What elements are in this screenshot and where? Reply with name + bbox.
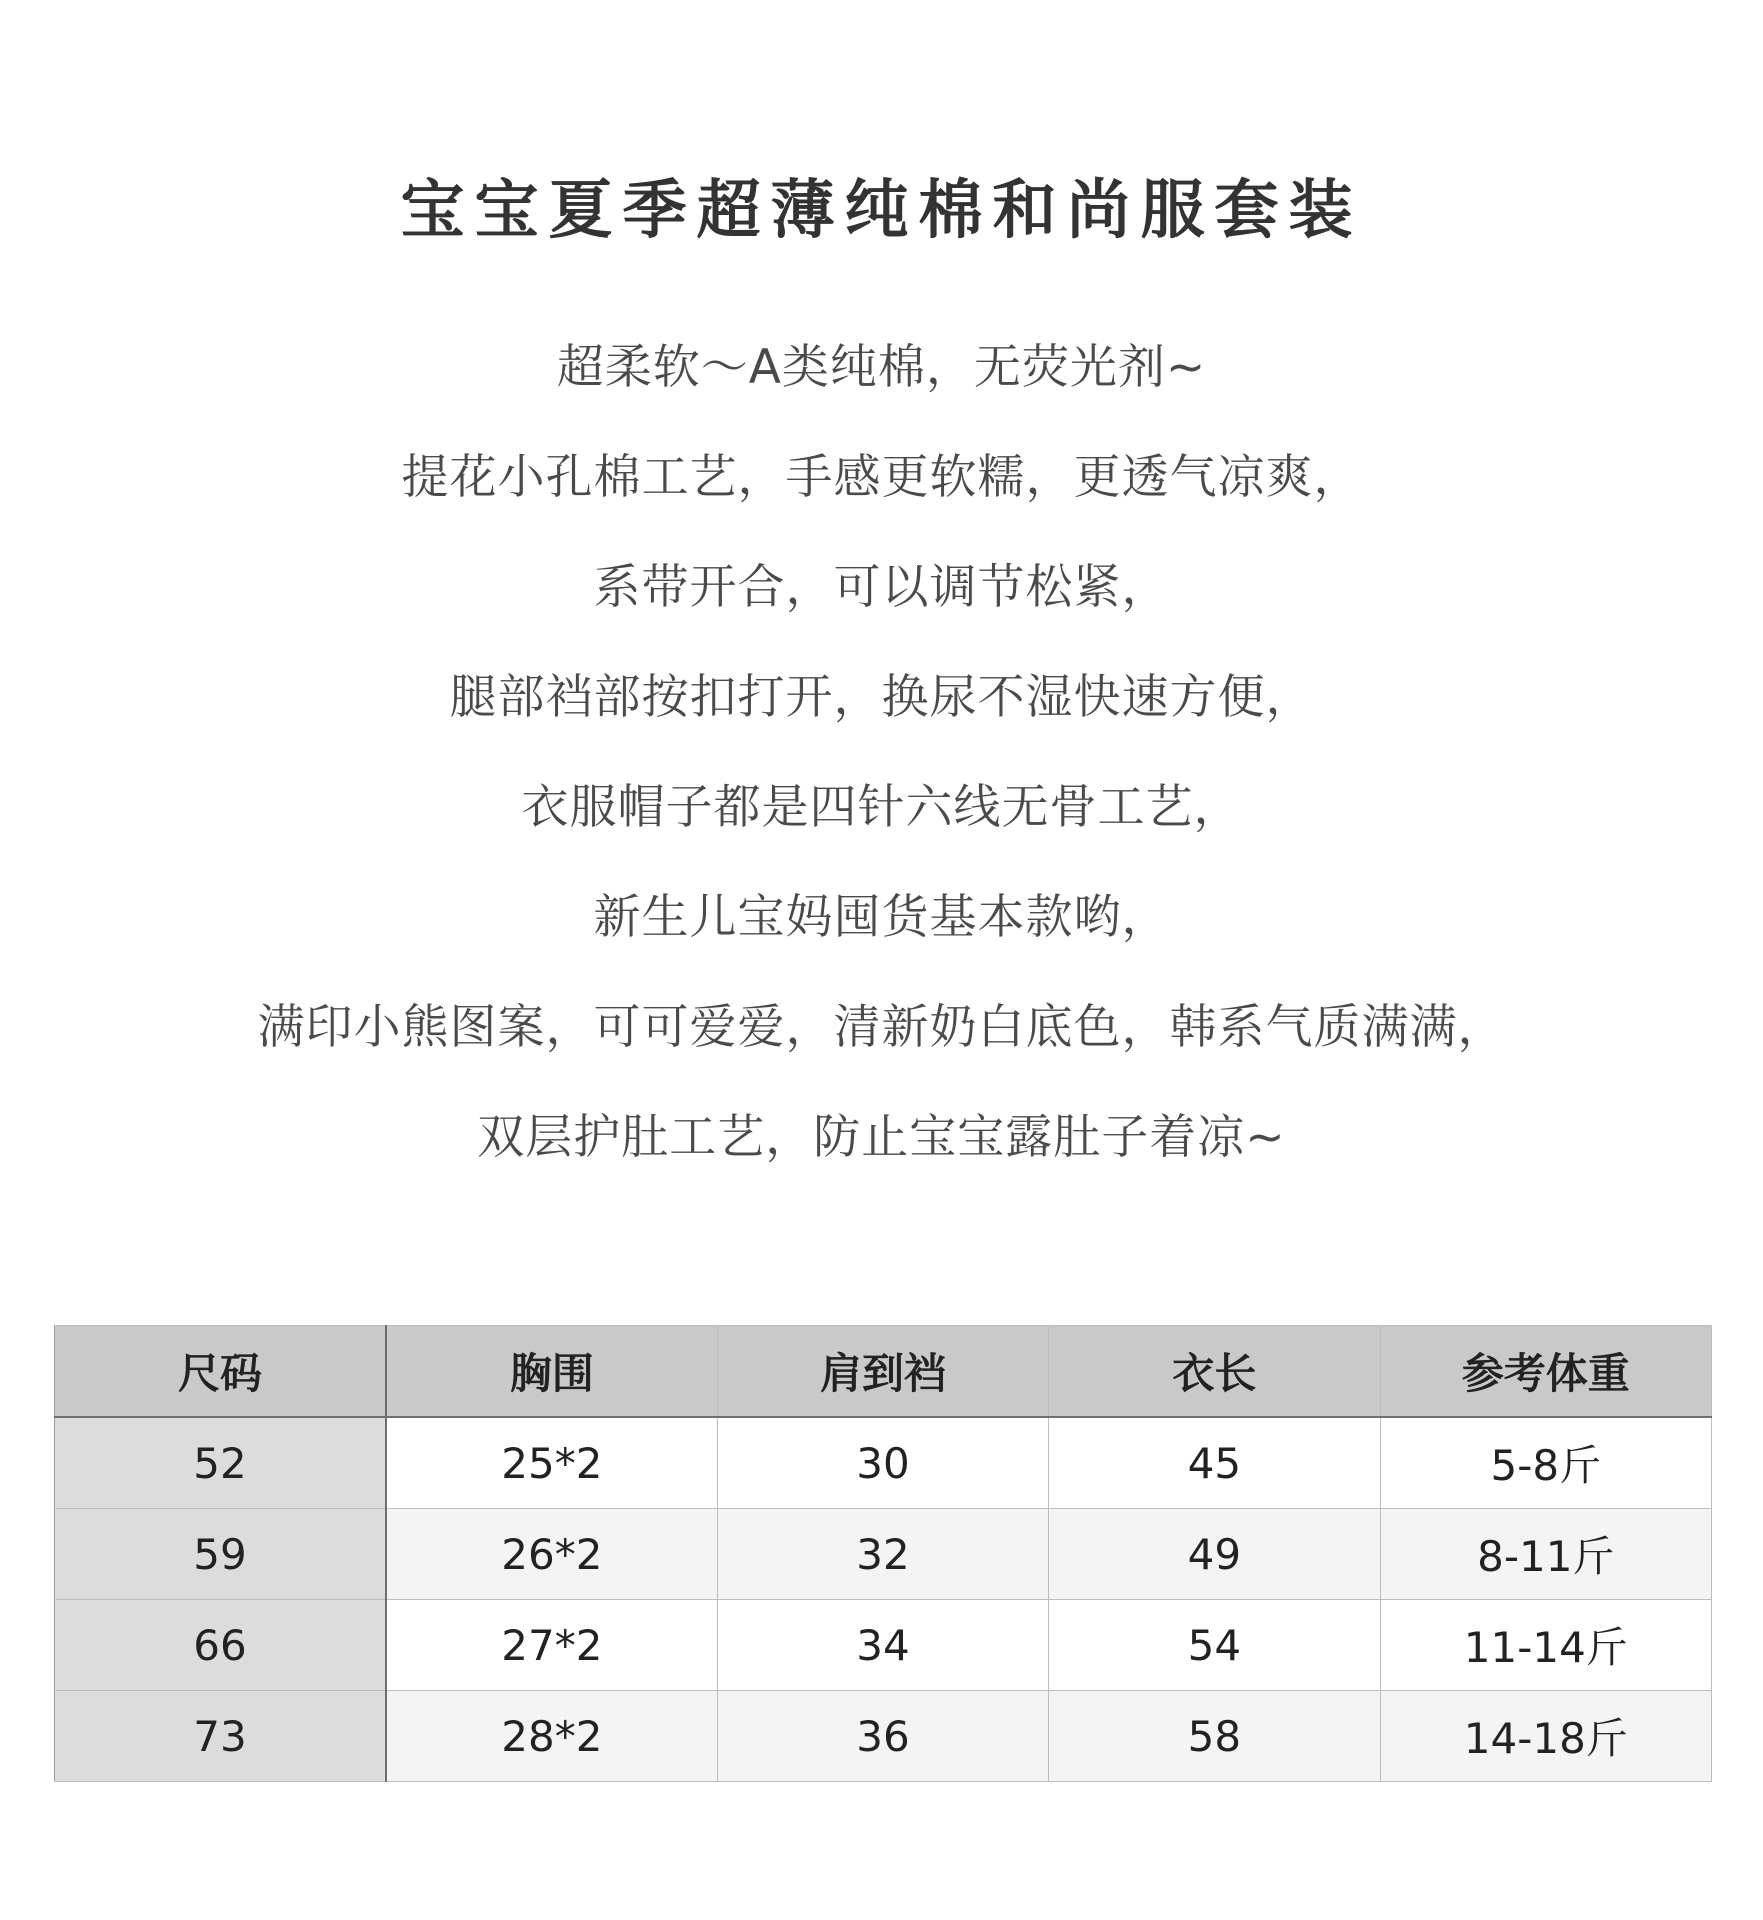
product-description [0,328,1763,1208]
size-cell: 73 [55,1691,386,1782]
chest-cell: 28*2 [386,1691,717,1782]
description-line: 超柔软～A类纯棉，无荧光剂~ [556,340,1207,395]
size-cell: 52 [55,1417,386,1509]
size-chart-table [54,1325,1712,1782]
description-line: 双层护肚工艺，防止宝宝露肚子着凉~ [477,1110,1286,1165]
description-line: 衣服帽子都是四针六线无骨工艺， [521,780,1242,835]
description-line: 系带开合，可以调节松紧， [593,560,1170,615]
page-title: 宝宝夏季超薄纯棉和尚服套装 [400,173,1363,248]
size-cell: 59 [55,1509,386,1600]
chest-cell: 27*2 [386,1600,717,1691]
table-row [55,1509,1712,1600]
shoulder-to-crotch-cell: 32 [717,1509,1048,1600]
shoulder-to-crotch-cell: 30 [717,1417,1048,1509]
header-size: 尺码 [55,1326,386,1418]
weight-cell: 8-11斤 [1380,1509,1711,1600]
size-cell: 66 [55,1600,386,1691]
description-line: 新生儿宝妈囤货基本款哟， [593,890,1170,945]
weight-cell: 11-14斤 [1380,1600,1711,1691]
header-weight: 参考体重 [1380,1326,1711,1418]
shoulder-to-crotch-cell: 36 [717,1691,1048,1782]
table-row [55,1600,1712,1691]
length-cell: 49 [1049,1509,1380,1600]
table-row [55,1691,1712,1782]
description-line: 满印小熊图案，可可爱爱，清新奶白底色，韩系气质满满， [257,1000,1506,1055]
weight-cell: 5-8斤 [1380,1417,1711,1509]
header-chest: 胸围 [386,1326,717,1418]
description-line: 提花小孔棉工艺，手感更软糯，更透气凉爽， [401,450,1362,505]
chest-cell: 26*2 [386,1509,717,1600]
length-cell: 54 [1049,1600,1380,1691]
header-length: 衣长 [1049,1326,1380,1418]
shoulder-to-crotch-cell: 34 [717,1600,1048,1691]
chest-cell: 25*2 [386,1417,717,1509]
weight-cell: 14-18斤 [1380,1691,1711,1782]
table-header-row [55,1326,1712,1418]
table-row [55,1417,1712,1509]
description-line: 腿部裆部按扣打开，换尿不湿快速方便， [449,670,1314,725]
length-cell: 45 [1049,1417,1380,1509]
header-shoulder-to-crotch: 肩到裆 [717,1326,1048,1418]
length-cell: 58 [1049,1691,1380,1782]
